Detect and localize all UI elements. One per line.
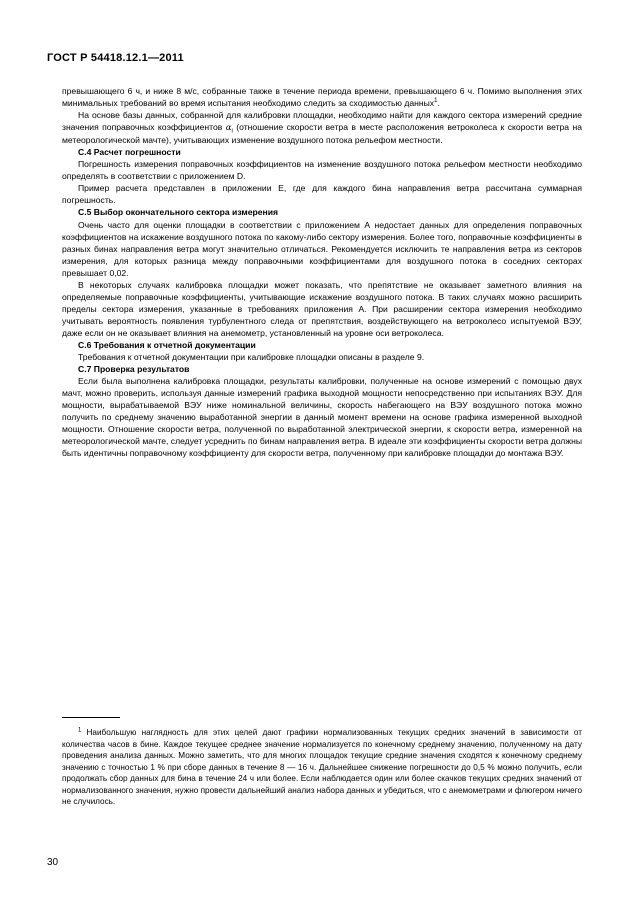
footnote-marker: 1	[78, 727, 82, 734]
footnote-text: $^1$ Наибольшую наглядность для этих целей дают графики нормализованных текущих средних значений в зависимости от количества часов в бине. Каждое текущее среднее значение нормализуется по конечному среднему значению, полученному на дату проведения анализа данных. Можно заметить, что для многих площадок текущие средние значения сходятся к конечному среднему значению с точностью 1 % при сборе данных в течение 8 — 16 ч. Дальнейшее снижение погрешности до 0,5 % можно получить, если продолжать сбор данных для бина в течение 24 ч или более. Если наблюдается один или более скачков текущих средних значений от нормализованного значения, нужно провести дальнейший анализ набора данных и убедиться, что с анемометрами и флюгером ничего не случилось.	[62, 727, 582, 807]
section-c4-paragraph-1: Погрешность измерения поправочных коэффициентов на изменение воздушного потока рельефом местности необходимо определять в соответствии с приложением D.	[62, 159, 582, 182]
page-number: 30	[47, 857, 59, 868]
section-c6-heading: С.6 Требования к отчетной документации	[78, 339, 256, 350]
intro-paragraph-1: превышающего 6 ч, и ниже 8 м/с, собранные также в течение периода времени, превышающего 6 ч. Помимо выполнения этих минимальных требований во время испытания необходимо следить за сходимостью данных$^1$.	[62, 86, 582, 109]
section-c4-heading: С.4 Расчет погрешности	[78, 147, 181, 158]
section-c5-paragraph-1: Очень часто для оценки площадки в соответствии с приложением А недостает данных для определения поправочных коэффициентов на искажение воздушного потока по какому-либо сектору измерения. Более того, поправочные коэффициенты в разных бинах направления ветра могут значительно отличаться. Рекомендуется исключить те направления ветра из секторов измерения, для которых разница между поправочными коэффициентами для воздушного потока в соседних секторах превышает 0,02.	[62, 219, 582, 278]
footnote-divider	[62, 717, 120, 718]
section-c5-heading: С.5 Выбор окончательного сектора измерения	[78, 207, 279, 218]
main-text	[62, 85, 582, 459]
footnote	[62, 727, 582, 808]
alpha-subscript: i	[231, 128, 233, 135]
section-c6-paragraph-1: Требования к отчетной документации при калибровке площадки описаны в разделе 9.	[78, 352, 425, 363]
section-c7-heading: С.7 Проверка результатов	[78, 364, 190, 375]
alpha-symbol: α	[225, 123, 232, 134]
intro-paragraph-2: На основе базы данных, собранной для калибровки площадки, необходимо найти для каждого сектора измерений средние значения поправочных коэффициентов $\alpha_i$ (отношение скорости ветра в месте расположения ветроколеса к скорости ветра на метеорологической мачте), учитывающих изменение воздушного потока рельефом местности.	[62, 110, 582, 146]
footnote-reference[interactable]: 1	[434, 98, 438, 105]
section-c4-paragraph-2: Пример расчета представлен в приложении Е, где для каждого бина направления ветра рассчитана суммарная погрешность.	[62, 183, 582, 206]
section-c7-paragraph-1: Если была выполнена калибровка площадки, результаты калибровки, полученные на основе измерений с помощью двух мачт, можно проверить, используя данные измерений графика выходной мощности непосредственно при испытаниях ВЭУ. Для мощности, вырабатываемой ВЭУ ниже номинальной величины, скорость набегающего на ВЭУ воздушного потока можно получить по среднему значению выработанной энергии в данный момент времени на основе графика измеренной выходной мощности. Отношение скорости ветра, полученной по выработанной электрической энергии, к скорости ветра, измеренной на метеорологической мачте, следует усреднить по бинам направления ветра. В идеале эти коэффициенты скорости ветра должны быть идентичны поправочному коэффициенту для скорости ветра, полученному при калибровке площадки до монтажа ВЭУ.	[62, 376, 582, 459]
section-c5-paragraph-2: В некоторых случаях калибровка площадки может показать, что препятствие не оказывает заметного влияния на определяемые поправочные коэффициенты, учитывающие искажение воздушного потока. В таких случаях можно расширить пределы сектора измерения, указанные в требованиях приложения А. При расширении сектора измерения необходимо учитывать вероятность появления турбулентного следа от препятствия, воздействующего на ветроколесо испытуемой ВЭУ, даже если он не оказывает влияния на анемометр, установленный на уровне оси ветроколеса.	[62, 279, 582, 338]
page-header: ГОСТ Р 54418.12.1—2011	[47, 52, 184, 64]
